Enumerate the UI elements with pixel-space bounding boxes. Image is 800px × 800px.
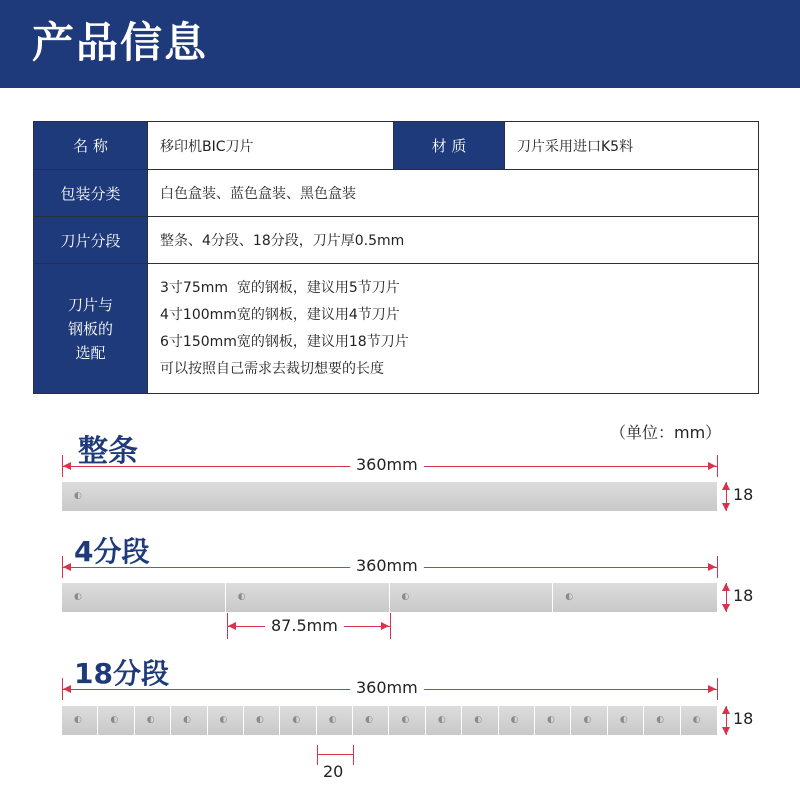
arrow-down-icon <box>722 604 730 612</box>
blade-segment <box>280 706 316 735</box>
blade-four-segments <box>62 583 717 612</box>
arrow-down-icon <box>722 503 730 511</box>
packaging-value: 白色盒装、蓝色盒装、黑色盒装 <box>148 170 759 217</box>
blade-segment <box>553 583 716 612</box>
match-line: 3寸75mm 宽的钢板，建议用5节刀片 <box>160 279 400 296</box>
arrow-left-icon <box>63 462 71 470</box>
height-label: 18 <box>733 709 754 728</box>
material-value: 刀片采用进口K5料 <box>505 122 759 170</box>
arrow-left-icon <box>228 622 236 630</box>
product-info-table <box>33 121 759 394</box>
blade-mark-icon: ◐ <box>183 715 192 725</box>
match-value <box>148 264 759 394</box>
blade-segment <box>208 706 244 735</box>
blade-segment <box>98 706 134 735</box>
blade-mark-icon: ◐ <box>255 715 264 725</box>
blade-segment <box>681 706 716 735</box>
material-label: 材 质 <box>394 122 505 170</box>
blade-full <box>62 482 717 511</box>
blade-mark-icon: ◐ <box>146 715 155 725</box>
blade-mark-icon: ◐ <box>401 592 410 602</box>
blade-mark-icon: ◐ <box>219 715 228 725</box>
dim-tick <box>390 613 391 639</box>
blade-segment <box>171 706 207 735</box>
blade-segment <box>608 706 644 735</box>
match-line: 可以按照自己需求去裁切想要的长度 <box>160 360 384 377</box>
blade-segment <box>135 706 171 735</box>
blade-segment <box>571 706 607 735</box>
arrow-right-icon <box>708 685 716 693</box>
blade-mark-icon: ◐ <box>292 715 301 725</box>
blade-mark-icon: ◐ <box>437 715 446 725</box>
packaging-label: 包装分类 <box>34 170 148 217</box>
blade-segment <box>390 706 426 735</box>
segment-length-label: 20 <box>323 762 344 781</box>
segment-dimension-line <box>317 754 353 755</box>
blade-segment <box>462 706 498 735</box>
blade-eighteen-segments <box>62 706 717 735</box>
page-title: 产品信息 <box>32 18 209 67</box>
blade-mark-icon: ◐ <box>583 715 592 725</box>
blade-mark-icon: ◐ <box>474 715 483 725</box>
match-line: 6寸150mm宽的钢板，建议用18节刀片 <box>160 333 409 350</box>
dim-tick <box>717 678 718 700</box>
arrow-right-icon <box>381 622 389 630</box>
section-title-four: 4分段 <box>74 535 150 568</box>
blade-segment <box>426 706 462 735</box>
blade-mark-icon: ◐ <box>237 592 246 602</box>
blade-mark-icon: ◐ <box>692 715 701 725</box>
blade-mark-icon: ◐ <box>110 715 119 725</box>
blade-mark-icon: ◐ <box>328 715 337 725</box>
match-label: 刀片与 钢板的 选配 <box>34 264 148 394</box>
dim-tick <box>717 455 718 477</box>
blade-segment <box>226 583 390 612</box>
arrow-left-icon <box>63 685 71 693</box>
unit-note: （单位：mm） <box>610 423 722 442</box>
length-label: 360mm <box>350 556 424 575</box>
section-title-eighteen: 18分段 <box>74 657 169 690</box>
blade-mark-icon: ◐ <box>656 715 665 725</box>
blade-mark-icon: ◐ <box>74 491 82 501</box>
blade-mark-icon: ◐ <box>74 715 82 725</box>
match-line: 4寸100mm宽的钢板，建议用4节刀片 <box>160 306 400 323</box>
segment-length-label: 87.5mm <box>265 616 344 635</box>
dim-tick <box>317 745 318 765</box>
blade-mark-icon: ◐ <box>565 592 574 602</box>
blade-mark-icon: ◐ <box>365 715 373 725</box>
name-label: 名 称 <box>34 122 148 170</box>
dim-tick <box>353 745 354 765</box>
blade-segment <box>499 706 535 735</box>
blade-mark-icon: ◐ <box>619 715 628 725</box>
arrow-right-icon <box>708 462 716 470</box>
blade-segment <box>62 706 98 735</box>
arrow-down-icon <box>722 727 730 735</box>
blade-mark-icon: ◐ <box>401 715 410 725</box>
blade-mark-icon: ◐ <box>510 715 519 725</box>
blade-segment <box>353 706 389 735</box>
blade-segment <box>390 583 554 612</box>
arrow-up-icon <box>722 583 730 591</box>
blade-segment <box>317 706 353 735</box>
blade-mark-icon: ◐ <box>547 715 555 725</box>
blade-segment <box>644 706 680 735</box>
dim-tick <box>717 556 718 578</box>
arrow-right-icon <box>708 563 716 571</box>
arrow-left-icon <box>63 563 71 571</box>
segment-value: 整条、4分段、18分段，刀片厚0.5mm <box>148 217 759 264</box>
arrow-up-icon <box>722 482 730 490</box>
length-label: 360mm <box>350 455 424 474</box>
section-title-full: 整条 <box>78 434 138 469</box>
height-label: 18 <box>733 485 754 504</box>
name-value: 移印机BIC刀片 <box>148 122 394 170</box>
length-label: 360mm <box>350 678 424 697</box>
blade-segment <box>535 706 571 735</box>
arrow-up-icon <box>722 706 730 714</box>
blade-segment <box>62 583 226 612</box>
header-banner <box>0 0 800 88</box>
blade-segment <box>244 706 280 735</box>
blade-mark-icon: ◐ <box>74 592 82 602</box>
segment-label: 刀片分段 <box>34 217 148 264</box>
height-label: 18 <box>733 586 754 605</box>
